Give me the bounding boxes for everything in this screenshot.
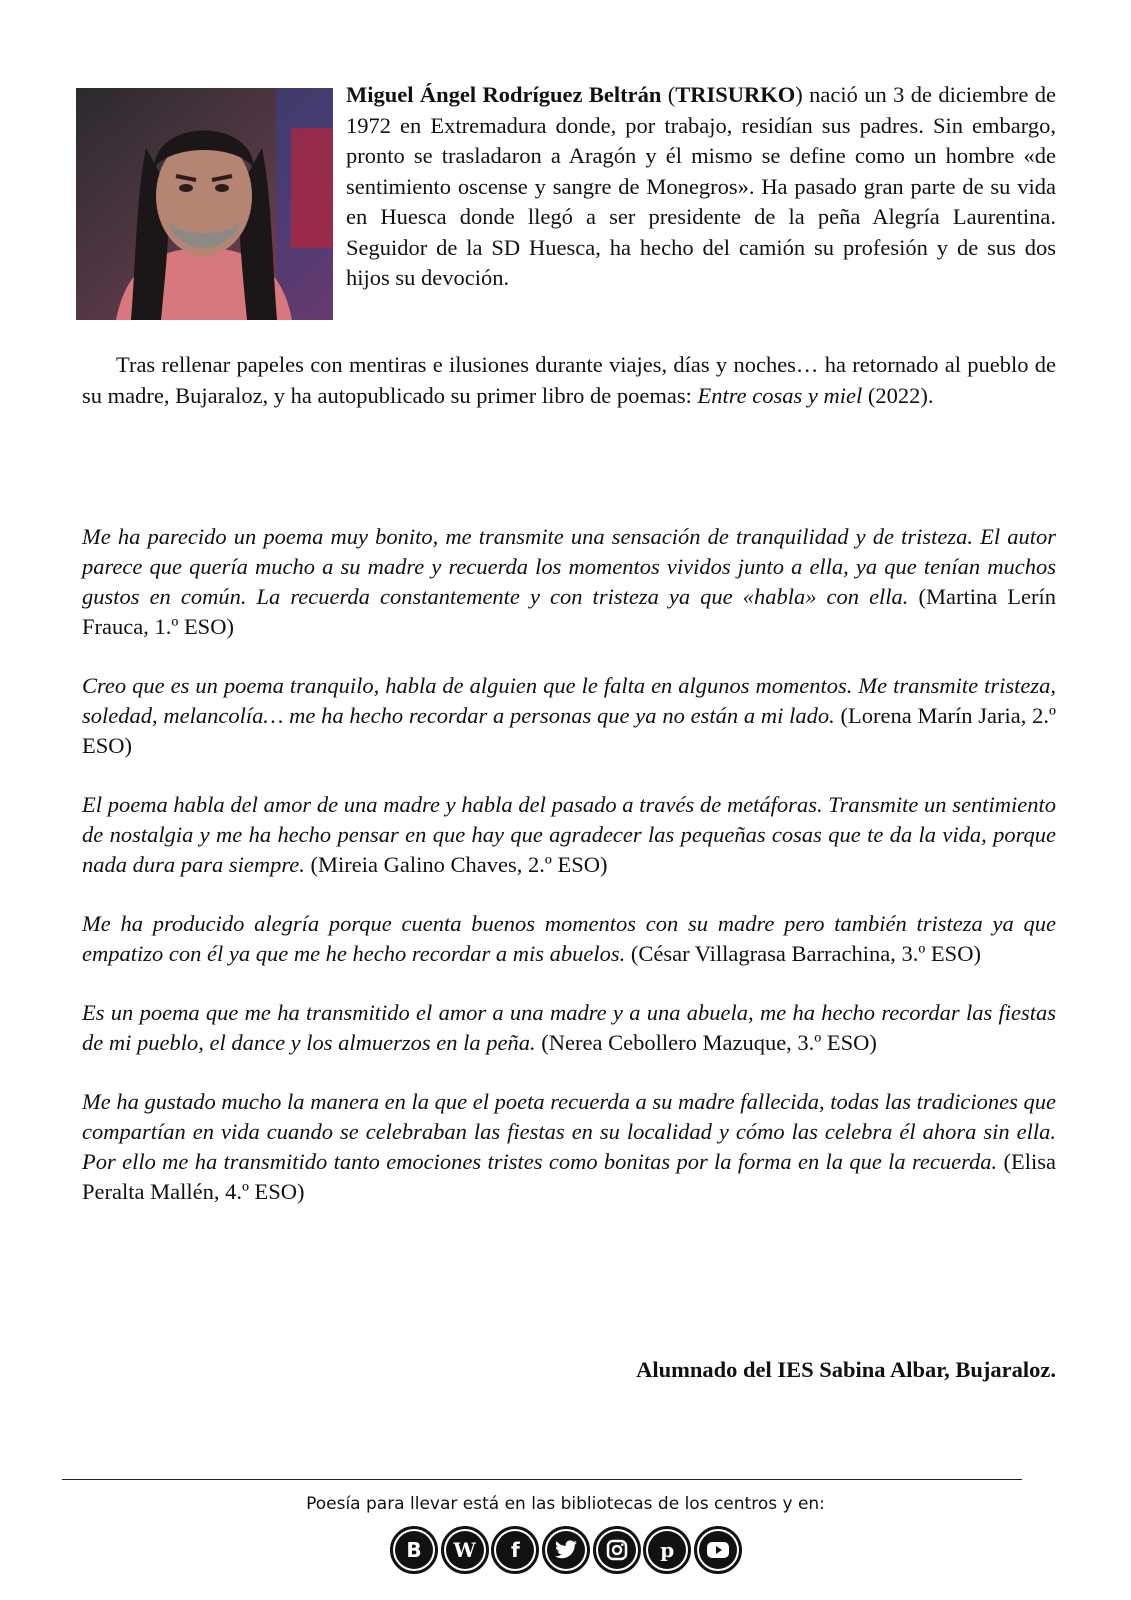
wordpress-icon[interactable]: W xyxy=(441,1526,489,1574)
comment-author: (Mireia Galino Chaves, 2.º ESO) xyxy=(304,852,608,877)
publication-paragraph xyxy=(82,350,1056,411)
author-bio xyxy=(346,80,1056,294)
comment-quote: Me ha gustado mucho la manera en la que el poeta recuerda a su madre fallecida, todas las tradiciones que compartían en vida cuando se celebraban las fiestas en su localidad y cómo las celebra él ahora sin ella. Por ello me ha transmitido tanto emociones tristes como bonitas por la forma en la que la recuerda. xyxy=(82,1089,1056,1174)
footer-divider xyxy=(62,1479,1022,1480)
student-comment xyxy=(82,998,1056,1058)
student-comment xyxy=(82,671,1056,761)
author-alias: TRISURKO xyxy=(675,82,796,107)
comment-quote: Me ha producido alegría porque cuenta buenos momentos con su madre pero también tristeza ya que empatizo con él ya que me he hecho recordar a mis abuelos. xyxy=(82,911,1056,966)
comment-quote: Me ha parecido un poema muy bonito, me transmite una sensación de tranquilidad y de tristeza. El autor parece que quería mucho a su madre y recuerda los momentos vividos junto a ella, ya que tenían muchos gustos en común. La recuerda constantemente y con tristeza ya que «habla» con ella. xyxy=(82,524,1056,609)
student-comment xyxy=(82,790,1056,880)
comment-quote: El poema habla del amor de una madre y habla del pasado a través de metáforas. Transmite un sentimiento de nostalgia y me ha hecho pensar en que hay que agradecer las pequeñas cosas que te da la vida, porque nada dura para siempre. xyxy=(82,792,1056,877)
comment-quote: Es un poema que me ha transmitido el amor a una madre y a una abuela, me ha hecho recordar las fiestas de mi pueblo, el dance y los almuerzos en la peña. xyxy=(82,1000,1056,1055)
footer-text: Poesía para llevar está en las bibliotecas de los centros y en: xyxy=(306,1494,825,1514)
publication-text: Tras rellenar papeles con mentiras e ilusiones durante viajes, días y noches… ha retornado al pueblo de su madre, Bujaraloz, y ha autopublicado su primer libro de poemas: xyxy=(82,352,1056,408)
book-title: Entre cosas y miel xyxy=(697,382,863,408)
comment-quote: Creo que es un poema tranquilo, habla de alguien que le falta en algunos momentos. Me transmite tristeza, soledad, melancolía… me ha hecho recordar a personas que ya no están a mi lado. xyxy=(82,673,1056,728)
social-links xyxy=(390,1526,742,1576)
student-comment xyxy=(82,909,1056,969)
student-comment xyxy=(82,1087,1056,1207)
youtube-icon[interactable] xyxy=(694,1526,742,1574)
comment-author: (Nerea Cebollero Mazuque, 3.º ESO) xyxy=(535,1030,877,1055)
author-name: Miguel Ángel Rodríguez Beltrán xyxy=(346,82,662,107)
student-comment xyxy=(82,522,1056,642)
bio-paren: ( xyxy=(661,82,676,107)
signature: Alumnado del IES Sabina Albar, Bujaraloz. xyxy=(636,1357,1056,1382)
student-comments xyxy=(82,522,1056,1236)
comment-author: (César Villagrasa Barrachina, 3.º ESO) xyxy=(625,941,981,966)
blogger-icon[interactable]: B xyxy=(390,1526,438,1574)
instagram-icon[interactable] xyxy=(593,1526,641,1574)
comment-author: (Martina Lerín Frauca, 1.º ESO) xyxy=(82,584,1056,639)
pinterest-icon[interactable]: p xyxy=(643,1526,691,1574)
facebook-icon[interactable]: f xyxy=(491,1526,539,1574)
author-photo xyxy=(76,88,333,320)
twitter-icon[interactable] xyxy=(542,1526,590,1574)
bio-text: ) nació un 3 de diciembre de 1972 en Extremadura donde, por trabajo, residían sus padres. Sin embargo, pronto se trasladaron a Aragón y él mismo se define como un hombre «de sentimiento oscense y sangre de Monegros». Ha pasado gran parte de su vida en Huesca donde llegó a ser presidente de la peña Alegría Laurentina. Seguidor de la SD Huesca, ha hecho del camión su profesión y de sus dos hijos su devoción. xyxy=(346,82,1056,290)
comment-author: (Elisa Peralta Mallén, 4.º ESO) xyxy=(82,1149,1056,1204)
book-year: (2022). xyxy=(862,382,934,408)
comment-author: (Lorena Marín Jaria, 2.º ESO) xyxy=(82,703,1057,758)
